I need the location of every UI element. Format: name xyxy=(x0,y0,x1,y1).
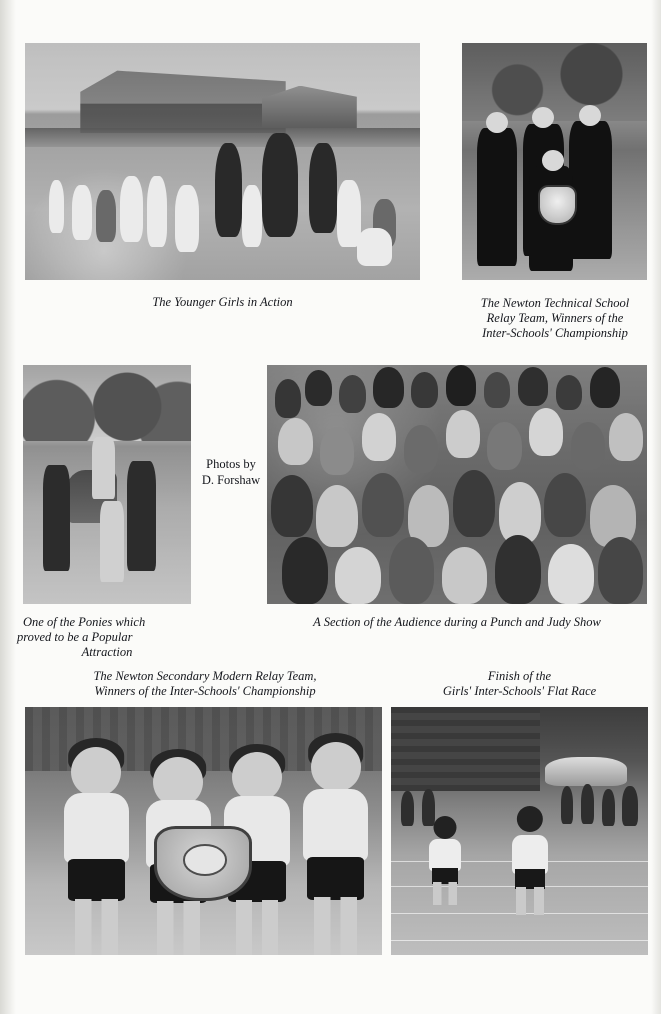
man-figure xyxy=(127,461,156,571)
child-face xyxy=(404,425,438,473)
child-face xyxy=(487,422,521,470)
runner xyxy=(427,816,463,905)
team-member xyxy=(61,747,132,955)
child-figure xyxy=(362,473,404,538)
championship-shield xyxy=(538,185,577,225)
child-figure xyxy=(316,485,358,547)
child-figure xyxy=(271,475,313,537)
shorts xyxy=(307,857,364,900)
figure xyxy=(72,185,92,240)
child-face xyxy=(362,413,396,461)
child-figure-front xyxy=(548,544,594,604)
legs xyxy=(516,887,544,915)
head xyxy=(433,816,456,839)
figure xyxy=(147,176,167,247)
legs xyxy=(157,901,200,955)
photo-younger-girls-in-action xyxy=(25,43,420,280)
spectator xyxy=(581,784,594,824)
photo-credit-line1: Photos by xyxy=(206,457,256,471)
adult-figure xyxy=(215,143,243,238)
spectator xyxy=(401,791,414,826)
team-member-head xyxy=(542,150,564,171)
caption-ponies-line2: proved to be a Popular xyxy=(17,630,133,644)
head xyxy=(311,742,361,792)
spectator xyxy=(556,375,583,411)
adult-figure xyxy=(262,133,298,237)
figure xyxy=(96,190,116,242)
caption-flat-race-line1: Finish of the xyxy=(487,669,552,683)
team-member xyxy=(300,742,371,955)
photo-newton-technical-relay-team xyxy=(462,43,647,280)
sports-top xyxy=(512,835,548,874)
spectator xyxy=(373,367,403,408)
caption-secondary-relay-line2: Winners of the Inter-Schools' Championship xyxy=(94,684,316,698)
caption-younger-girls: The Younger Girls in Action xyxy=(152,295,293,309)
child-on-pony xyxy=(92,437,116,499)
legs xyxy=(75,899,118,955)
background-building xyxy=(391,707,540,791)
spectator xyxy=(275,379,302,417)
caption-flat-race-line2: Girls' Inter-Schools' Flat Race xyxy=(442,684,597,698)
child-face xyxy=(446,410,480,458)
child-face xyxy=(571,422,605,470)
parked-car xyxy=(545,757,627,787)
tree-backdrop xyxy=(462,43,647,121)
figure xyxy=(242,185,262,247)
figure xyxy=(175,185,199,251)
spectator xyxy=(561,786,574,823)
photo-audience-punch-and-judy xyxy=(267,365,647,604)
child-face xyxy=(278,418,312,466)
man-figure xyxy=(43,465,70,570)
child-face xyxy=(320,427,354,475)
caption-secondary-relay-line1: The Newton Secondary Modern Relay Team, xyxy=(93,669,317,683)
child-figure-front xyxy=(389,537,435,604)
child-figure xyxy=(100,501,124,582)
child-figure xyxy=(590,485,636,547)
sports-top xyxy=(303,789,369,862)
spectator xyxy=(411,372,438,408)
child-face xyxy=(609,413,643,461)
child-face xyxy=(529,408,563,456)
spectator xyxy=(446,365,476,406)
spectator xyxy=(590,367,620,408)
photo-pony-attraction xyxy=(23,365,191,604)
tree-line xyxy=(23,365,191,441)
team-member-head xyxy=(579,105,601,126)
photo-newton-secondary-modern-relay-team xyxy=(25,707,382,955)
spectator xyxy=(518,367,548,405)
head xyxy=(154,757,204,807)
sports-top xyxy=(429,839,461,871)
barn-building xyxy=(80,67,285,133)
team-member xyxy=(477,128,518,265)
caption-ponies-line1: One of the Ponies which xyxy=(23,615,146,629)
child-figure-front xyxy=(598,537,644,604)
figure xyxy=(49,180,65,232)
caption-ponies-line3: Attraction xyxy=(81,645,133,659)
head xyxy=(71,747,121,797)
track-lane-line xyxy=(391,940,648,941)
runner-leading xyxy=(509,806,550,915)
photo-finish-of-girls-flat-race xyxy=(391,707,648,955)
legs xyxy=(236,900,279,955)
photo-credit-line2: D. Forshaw xyxy=(201,473,261,487)
caption-audience: A Section of the Audience during a Punch and Judy Show xyxy=(313,615,601,629)
legs xyxy=(314,897,357,955)
legs xyxy=(433,882,457,905)
child-figure-front xyxy=(495,535,541,604)
caption-tech-relay-line2: Relay Team, Winners of the xyxy=(486,311,624,325)
adult-figure xyxy=(309,143,337,233)
spectator xyxy=(622,786,637,826)
child-figure-front xyxy=(335,547,381,604)
head xyxy=(517,806,543,832)
child-figure xyxy=(453,470,495,537)
championship-shield xyxy=(154,826,253,901)
spectator xyxy=(602,789,615,826)
shorts xyxy=(68,859,125,901)
caption-tech-relay-line1: The Newton Technical School xyxy=(480,296,630,310)
sports-top xyxy=(64,793,130,864)
seated-figure xyxy=(357,228,393,266)
child-figure-front xyxy=(442,547,488,604)
head xyxy=(232,752,282,802)
figure xyxy=(120,176,144,242)
child-figure-front xyxy=(282,537,328,604)
caption-tech-relay-line3: Inter-Schools' Championship xyxy=(482,326,628,340)
spectator xyxy=(305,370,332,406)
spectator xyxy=(339,375,366,413)
child-figure xyxy=(544,473,586,538)
spectator xyxy=(484,372,511,408)
